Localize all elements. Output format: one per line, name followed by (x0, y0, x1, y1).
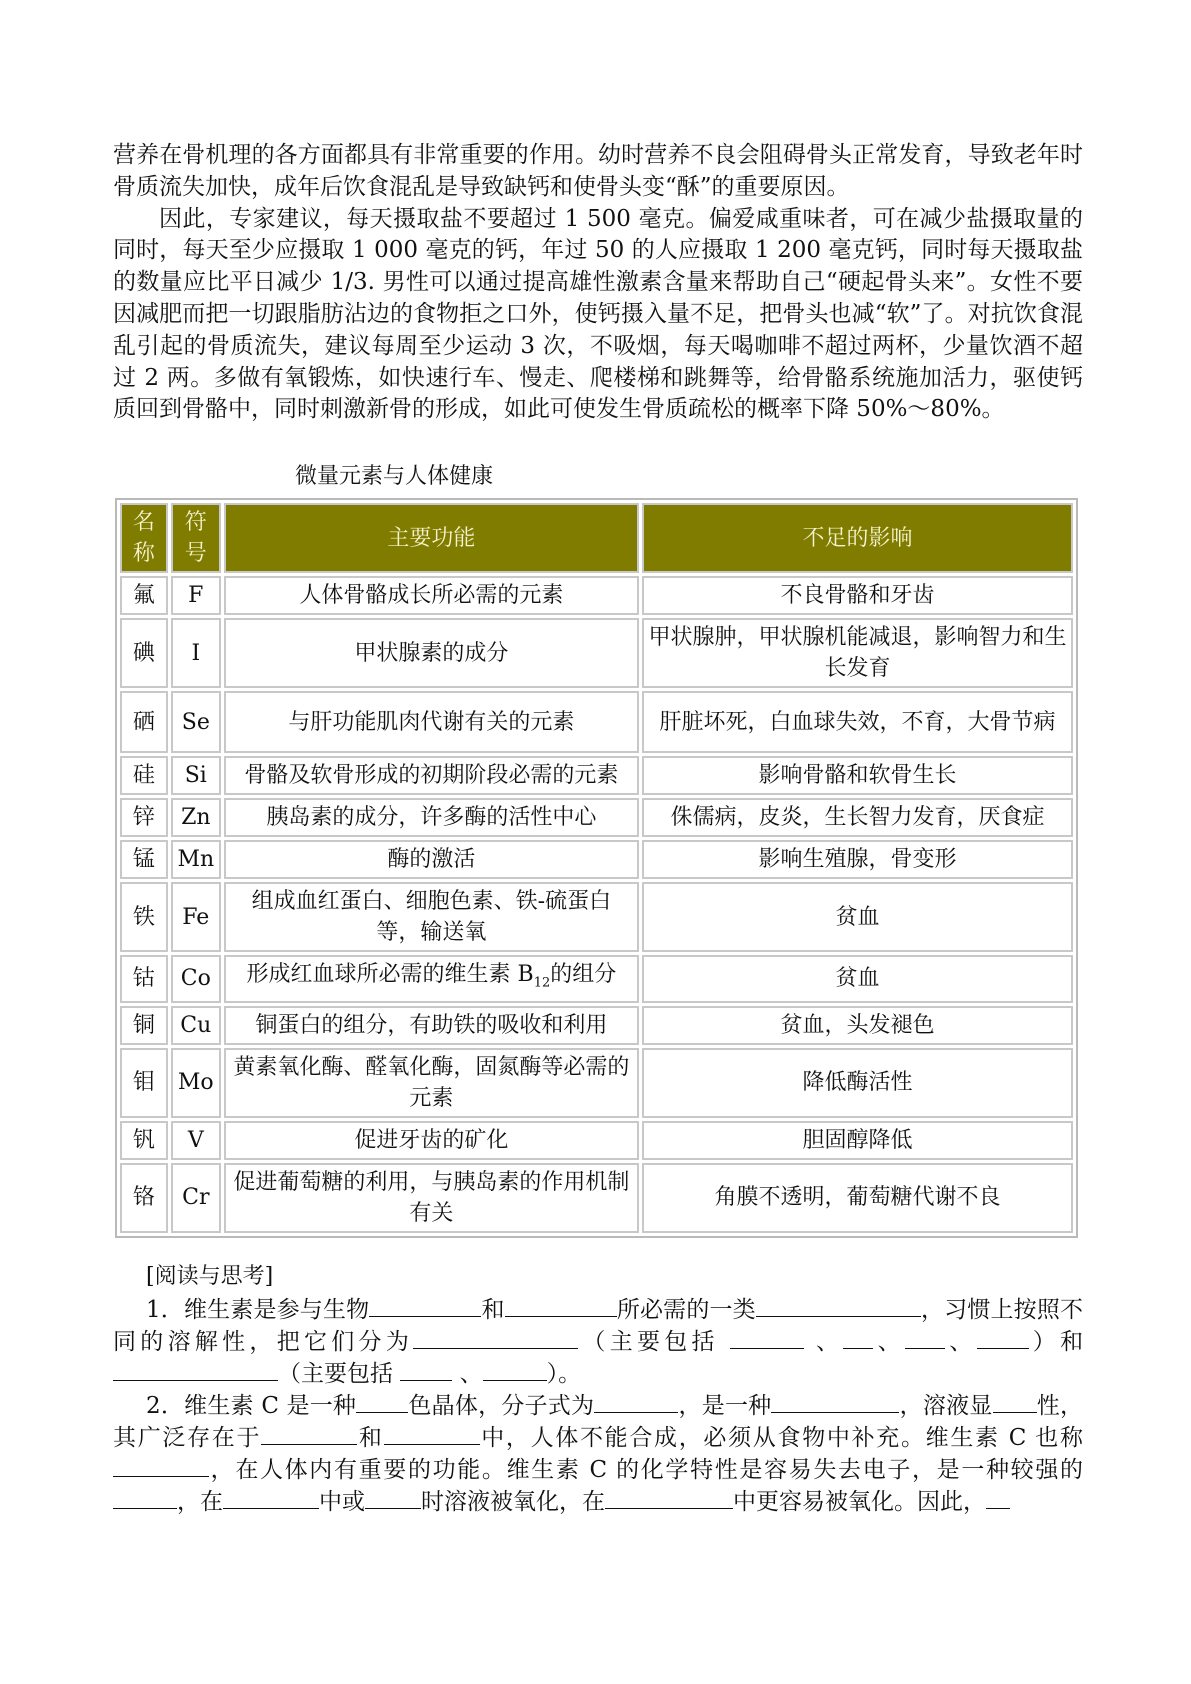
function-text-tail: 的组分 (550, 962, 617, 988)
q1-text-h: ）。 (546, 1360, 582, 1387)
blank[interactable] (594, 1390, 678, 1413)
element-deficiency-cell: 贫血 (642, 882, 1073, 952)
element-function-cell: 与肝功能肌肉代谢有关的元素 (224, 691, 639, 753)
blank[interactable] (605, 1486, 733, 1509)
blank[interactable] (730, 1326, 804, 1349)
q2-text-j: 中或 (319, 1488, 365, 1515)
reading-title: [阅读与思考] (146, 1263, 274, 1289)
element-function-cell: 骨骼及软骨形成的初期阶段必需的元素 (224, 756, 639, 795)
blank[interactable] (113, 1358, 278, 1381)
trace-elements-table (115, 498, 1078, 1237)
blank[interactable] (771, 1390, 899, 1413)
element-name-cell: 锰 (120, 840, 168, 879)
table-row (120, 618, 1073, 688)
table-header-row (120, 503, 1073, 573)
table-row (120, 691, 1073, 753)
element-deficiency-cell: 影响骨骼和软骨生长 (642, 756, 1073, 795)
table-caption: 微量元素与人体健康 (295, 464, 494, 490)
element-function-cell: 黄素氧化酶、醛氧化酶，固氮酶等必需的元素 (224, 1048, 639, 1118)
q1-sep-2: 、 (873, 1328, 905, 1355)
paragraph-intro: 营养在骨机理的各方面都具有非常重要的作用。幼时营养不良会阻碍骨头正常发育，导致老年时骨质流失加快，成年后饮食混乱是导致缺钙和使骨头变“酥”的重要原因。 (113, 142, 1083, 200)
blank[interactable] (356, 1390, 408, 1413)
q1-text-c: 所必需的一类 (616, 1296, 756, 1323)
element-deficiency-cell: 肝脏坏死，白血球失效，不育，大骨节病 (642, 691, 1073, 753)
q2-text-d: ，溶液显 (899, 1392, 993, 1419)
header-deficiency: 不足的影响 (642, 503, 1073, 573)
table-row (120, 1121, 1073, 1160)
q2-text-l: 中更容易被氧化。因此， (733, 1488, 986, 1515)
table-row (120, 840, 1073, 879)
q2-text-b: 色晶体，分子式为 (408, 1392, 595, 1419)
element-symbol-cell: Zn (171, 798, 221, 837)
element-symbol-cell: Co (171, 955, 221, 1002)
q2-text-h: ，在人体内有重要的功能。维生素 C 的化学特性是容易失去电子，是一种较强的 (209, 1456, 1083, 1483)
blank[interactable] (905, 1326, 945, 1349)
blank[interactable] (843, 1326, 873, 1349)
blank[interactable] (261, 1422, 357, 1445)
element-symbol-cell: Cu (171, 1006, 221, 1045)
header-symbol: 符号 (171, 503, 221, 573)
blank[interactable] (993, 1390, 1037, 1413)
element-deficiency-cell: 影响生殖腺，骨变形 (642, 840, 1073, 879)
q2-text-k: 时溶液被氧化，在 (421, 1488, 605, 1515)
q1-text-a: 1．维生素是参与生物 (146, 1296, 370, 1323)
q2-text-i: ，在 (177, 1488, 223, 1515)
element-deficiency-cell: 贫血，头发褪色 (642, 1006, 1073, 1045)
element-function-cell (224, 955, 639, 1002)
document-page (113, 140, 1083, 1518)
q1-sep-3: 、 (944, 1328, 977, 1355)
blank[interactable] (384, 1422, 480, 1445)
question-1 (113, 1294, 1083, 1390)
table-row (120, 1163, 1073, 1233)
blank[interactable] (113, 1454, 209, 1477)
element-function-cell: 铜蛋白的组分，有助铁的吸收和利用 (224, 1006, 639, 1045)
element-name-cell: 碘 (120, 618, 168, 688)
paragraph-advice: 因此，专家建议，每天摄取盐不要超过 1 500 毫克。偏爱咸重味者，可在减少盐摄取量的同时，每天至少应摄取 1 000 毫克的钙，年过 50 的人应摄取 1 200 毫克钙，同时每天摄取盐的数量应比平日减少 1/3. 男性可以通过提高雄性激素含量来帮助自己“硬起骨头来”。女性不要因减肥而把一切跟脂肪沾边的食物拒之口外，使钙摄入量不足，把骨头也减“软”了。对抗饮食混乱引起的骨质流失，建议每周至少运动 3 次，不吸烟，每天喝咖啡不超过两杯，少量饮酒不超过 2 两。多做有氧锻炼，如快速行车、慢走、爬楼梯和跳舞等，给骨骼系统施加活力，驱使钙质回到骨骼中，同时刺激新骨的形成，如此可使发生骨质疏松的概率下降 50%～80%。 (113, 205, 1083, 423)
element-function-cell: 人体骨骼成长所必需的元素 (224, 576, 639, 615)
element-deficiency-cell: 不良骨骼和牙齿 (642, 576, 1073, 615)
element-name-cell: 硒 (120, 691, 168, 753)
element-function-cell: 促进葡萄糖的利用，与胰岛素的作用机制有关 (224, 1163, 639, 1233)
blank[interactable] (483, 1358, 547, 1381)
element-name-cell: 氟 (120, 576, 168, 615)
element-name-cell: 铜 (120, 1006, 168, 1045)
element-function-cell: 促进牙齿的矿化 (224, 1121, 639, 1160)
header-function: 主要功能 (224, 503, 639, 573)
element-symbol-cell: V (171, 1121, 221, 1160)
element-name-cell: 铁 (120, 882, 168, 952)
element-symbol-cell: Cr (171, 1163, 221, 1233)
element-deficiency-cell: 角膜不透明，葡萄糖代谢不良 (642, 1163, 1073, 1233)
function-subscript: 12 (533, 975, 551, 991)
element-name-cell: 铬 (120, 1163, 168, 1233)
element-function-cell: 酶的激活 (224, 840, 639, 879)
table-row (120, 576, 1073, 615)
blank[interactable] (977, 1326, 1029, 1349)
blank[interactable] (413, 1326, 578, 1349)
element-deficiency-cell: 甲状腺肿，甲状腺机能减退，影响智力和生长发育 (642, 618, 1073, 688)
element-deficiency-cell: 降低酶活性 (642, 1048, 1073, 1118)
table-row (120, 882, 1073, 952)
blank[interactable] (505, 1294, 617, 1317)
element-symbol-cell: F (171, 576, 221, 615)
q1-sep-1: 、 (816, 1328, 844, 1355)
element-name-cell: 钒 (120, 1121, 168, 1160)
q2-text-a: 2．维生素 C 是一种 (146, 1392, 357, 1419)
q2-text-e: 性，其广泛存在于 (113, 1392, 1084, 1451)
table-row (120, 756, 1073, 795)
blank[interactable] (756, 1294, 921, 1317)
element-function-cell: 甲状腺素的成分 (224, 618, 639, 688)
blank[interactable] (369, 1294, 481, 1317)
element-symbol-cell: I (171, 618, 221, 688)
function-text: 形成红血球所必需的维生素 B (246, 962, 534, 988)
element-name-cell: 锌 (120, 798, 168, 837)
element-symbol-cell: Mo (171, 1048, 221, 1118)
q2-text-f: 和 (357, 1424, 384, 1451)
table-row (120, 798, 1073, 837)
blank[interactable] (400, 1358, 452, 1381)
table-row (120, 1048, 1073, 1118)
q1-text-f: ）和 (1028, 1328, 1084, 1355)
q2-text-c: ，是一种 (678, 1392, 772, 1419)
q1-sep-4: 、 (459, 1360, 483, 1387)
blank[interactable] (113, 1486, 177, 1509)
table-row (120, 955, 1073, 1002)
q1-text-e: （主要包括 (578, 1328, 719, 1355)
element-symbol-cell: Si (171, 756, 221, 795)
element-name-cell: 硅 (120, 756, 168, 795)
element-name-cell: 钼 (120, 1048, 168, 1118)
header-name: 名称 (120, 503, 168, 573)
element-symbol-cell: Se (171, 691, 221, 753)
q2-text-g: 中，人体不能合成，必须从食物中补充。维生素 C 也称 (479, 1424, 1083, 1451)
blank[interactable] (223, 1486, 319, 1509)
blank[interactable] (365, 1486, 421, 1509)
element-deficiency-cell: 贫血 (642, 955, 1073, 1002)
q1-text-d: ，习惯上按照不同的溶解性，把它们分为 (113, 1296, 1084, 1355)
element-deficiency-cell: 胆固醇降低 (642, 1121, 1073, 1160)
element-function-cell: 胰岛素的成分，许多酶的活性中心 (224, 798, 639, 837)
element-symbol-cell: Mn (171, 840, 221, 879)
element-name-cell: 钴 (120, 955, 168, 1002)
q1-text-g: （主要包括 (278, 1360, 393, 1387)
question-2 (113, 1390, 1083, 1518)
element-symbol-cell: Fe (171, 882, 221, 952)
table-row (120, 1006, 1073, 1045)
blank[interactable] (986, 1486, 1010, 1509)
q1-text-b: 和 (481, 1296, 505, 1323)
element-deficiency-cell: 侏儒病，皮炎，生长智力发育，厌食症 (642, 798, 1073, 837)
element-function-cell: 组成血红蛋白、细胞色素、铁-硫蛋白等，输送氧 (224, 882, 639, 952)
